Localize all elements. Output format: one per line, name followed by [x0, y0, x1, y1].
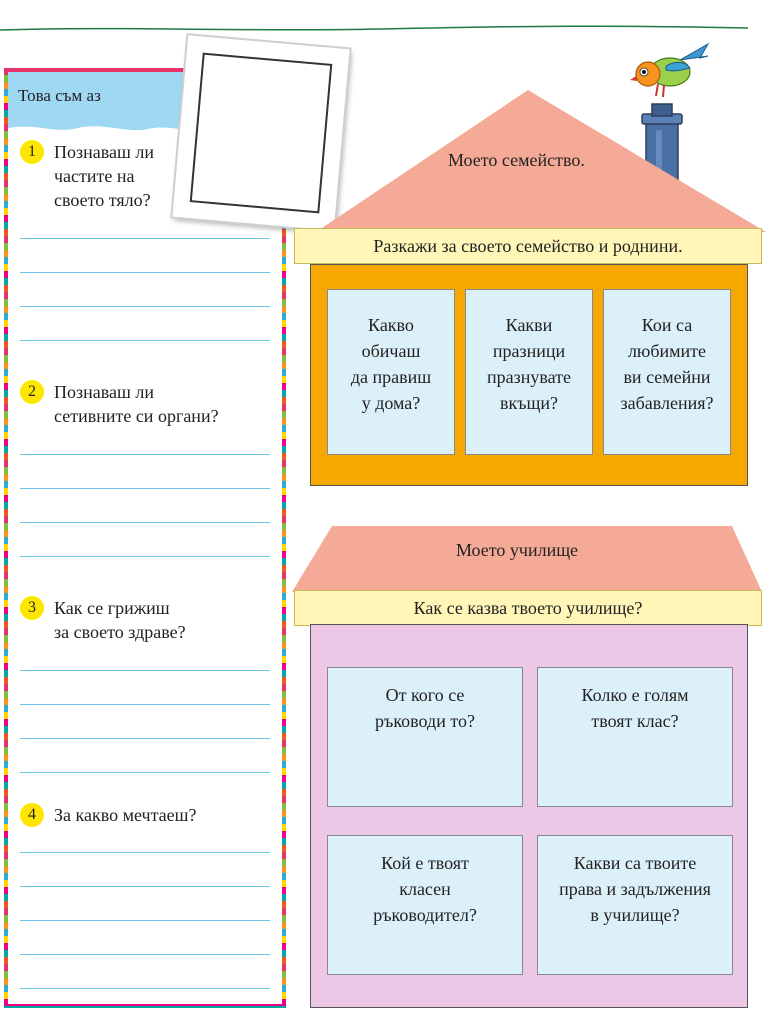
school-house-band: [294, 590, 762, 626]
school-window-1: От кого се ръководи то?: [327, 667, 523, 807]
school-window-4: Какви са твоите права и задължения в училище?: [537, 835, 733, 975]
writing-line[interactable]: [20, 954, 270, 955]
question-text: Познаваш ли сетивните си органи?: [54, 382, 219, 426]
family-house-band: [294, 228, 762, 264]
question-number-badge: 1: [20, 140, 44, 164]
writing-line[interactable]: [20, 488, 270, 489]
writing-line[interactable]: [20, 772, 270, 773]
writing-line[interactable]: [20, 340, 270, 341]
family-band-text: Разкажи за своето семейство и роднини.: [373, 236, 683, 256]
writing-line[interactable]: [20, 238, 270, 239]
writing-line[interactable]: [20, 670, 270, 671]
writing-line[interactable]: [20, 988, 270, 989]
family-window-1: Какво обичаш да правиш у дома?: [327, 289, 455, 455]
writing-line[interactable]: [20, 272, 270, 273]
photo-placeholder[interactable]: [190, 53, 333, 214]
writing-line[interactable]: [20, 852, 270, 853]
school-window-2: Колко е голям твоят клас?: [537, 667, 733, 807]
writing-line[interactable]: [20, 886, 270, 887]
question-text: Познаваш ли частите на своето тяло?: [54, 142, 154, 210]
question-text: Как се грижиш за своето здраве?: [54, 598, 186, 642]
question-number-badge: 4: [20, 803, 44, 827]
writing-line[interactable]: [20, 920, 270, 921]
school-house-title: Моето училище: [456, 540, 579, 560]
school-window-3: Кой е твоят класен ръководител?: [327, 835, 523, 975]
writing-line[interactable]: [20, 704, 270, 705]
writing-line[interactable]: [20, 738, 270, 739]
family-house-title: Моето семейство.: [448, 150, 585, 170]
question-number-badge: 3: [20, 596, 44, 620]
family-house-body: [310, 264, 748, 486]
writing-line[interactable]: [20, 522, 270, 523]
about-me-title: Това съм аз: [18, 86, 101, 105]
school-band-text: Как се казва твоето училище?: [413, 598, 643, 618]
top-decorative-line: [0, 22, 748, 36]
writing-line[interactable]: [20, 556, 270, 557]
family-window-2: Какви празници празнувате вкъщи?: [465, 289, 593, 455]
school-house-body: [310, 624, 748, 1008]
question-number-badge: 2: [20, 380, 44, 404]
family-window-3: Кои са любимите ви семейни забавления?: [603, 289, 731, 455]
writing-line[interactable]: [20, 454, 270, 455]
question-text: За какво мечтаеш?: [54, 805, 197, 825]
writing-line[interactable]: [20, 306, 270, 307]
